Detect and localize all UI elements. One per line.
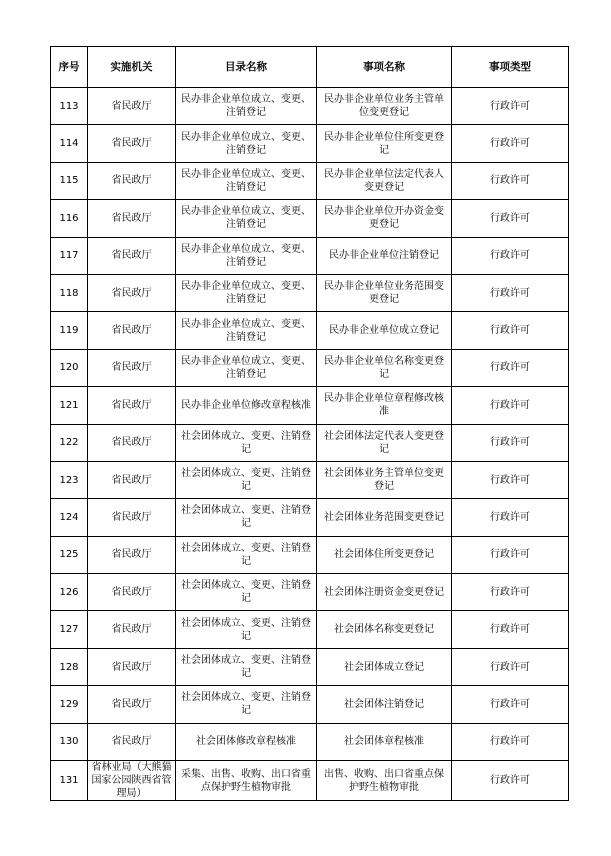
- cell-agency: 省民政厅: [88, 536, 176, 573]
- cell-catalog-name: 社会团体成立、变更、注销登记: [176, 611, 317, 648]
- table-row: [51, 499, 569, 536]
- cell-agency: 省林业局（大熊猫国家公园陕西省管理局）: [88, 761, 176, 801]
- cell-agency: 省民政厅: [88, 574, 176, 611]
- cell-seq: 114: [51, 125, 88, 162]
- cell-item-name: 社会团体法定代表人变更登记: [317, 424, 452, 461]
- cell-item-name: 民办非企业单位业务主管单位变更登记: [317, 88, 452, 125]
- cell-item-type: 行政许可: [452, 125, 569, 162]
- cell-agency: 省民政厅: [88, 611, 176, 648]
- cell-agency: 省民政厅: [88, 125, 176, 162]
- cell-item-type: 行政许可: [452, 237, 569, 274]
- cell-seq: 123: [51, 461, 88, 498]
- cell-catalog-name: 民办非企业单位成立、变更、注销登记: [176, 125, 317, 162]
- cell-seq: 126: [51, 574, 88, 611]
- items-table: [50, 46, 569, 801]
- cell-seq: 117: [51, 237, 88, 274]
- table-row: [51, 200, 569, 237]
- cell-catalog-name: 民办非企业单位成立、变更、注销登记: [176, 162, 317, 199]
- table-row: [51, 162, 569, 199]
- cell-catalog-name: 采集、出售、收购、出口省重点保护野生植物审批: [176, 761, 317, 801]
- cell-seq: 120: [51, 349, 88, 386]
- cell-seq: 125: [51, 536, 88, 573]
- table-row: [51, 88, 569, 125]
- cell-item-name: 社会团体业务主管单位变更登记: [317, 461, 452, 498]
- cell-item-name: 社会团体章程核准: [317, 723, 452, 760]
- table-header-row: [51, 47, 569, 88]
- cell-agency: 省民政厅: [88, 88, 176, 125]
- header-seq: 序号: [51, 47, 88, 88]
- cell-item-type: 行政许可: [452, 761, 569, 801]
- cell-agency: 省民政厅: [88, 424, 176, 461]
- cell-seq: 116: [51, 200, 88, 237]
- cell-item-type: 行政许可: [452, 274, 569, 311]
- cell-item-type: 行政许可: [452, 686, 569, 723]
- cell-item-type: 行政许可: [452, 499, 569, 536]
- cell-item-name: 社会团体成立登记: [317, 648, 452, 685]
- cell-item-type: 行政许可: [452, 200, 569, 237]
- cell-agency: 省民政厅: [88, 648, 176, 685]
- cell-item-name: 民办非企业单位注销登记: [317, 237, 452, 274]
- cell-agency: 省民政厅: [88, 162, 176, 199]
- table-row: [51, 761, 569, 801]
- cell-item-name: 社会团体住所变更登记: [317, 536, 452, 573]
- table-row: [51, 312, 569, 349]
- cell-catalog-name: 民办非企业单位成立、变更、注销登记: [176, 312, 317, 349]
- cell-item-type: 行政许可: [452, 88, 569, 125]
- cell-agency: 省民政厅: [88, 237, 176, 274]
- cell-item-type: 行政许可: [452, 536, 569, 573]
- table-body: [51, 88, 569, 801]
- cell-agency: 省民政厅: [88, 349, 176, 386]
- cell-catalog-name: 民办非企业单位成立、变更、注销登记: [176, 88, 317, 125]
- cell-item-type: 行政许可: [452, 723, 569, 760]
- table-row: [51, 723, 569, 760]
- cell-catalog-name: 社会团体成立、变更、注销登记: [176, 461, 317, 498]
- cell-item-name: 民办非企业单位法定代表人变更登记: [317, 162, 452, 199]
- table-row: [51, 274, 569, 311]
- table-row: [51, 125, 569, 162]
- cell-catalog-name: 民办非企业单位成立、变更、注销登记: [176, 237, 317, 274]
- cell-item-type: 行政许可: [452, 611, 569, 648]
- cell-seq: 129: [51, 686, 88, 723]
- cell-item-type: 行政许可: [452, 424, 569, 461]
- cell-seq: 122: [51, 424, 88, 461]
- cell-item-name: 社会团体名称变更登记: [317, 611, 452, 648]
- cell-seq: 127: [51, 611, 88, 648]
- cell-item-name: 民办非企业单位业务范围变更登记: [317, 274, 452, 311]
- cell-item-type: 行政许可: [452, 312, 569, 349]
- cell-seq: 124: [51, 499, 88, 536]
- cell-item-name: 社会团体业务范围变更登记: [317, 499, 452, 536]
- cell-catalog-name: 社会团体修改章程核准: [176, 723, 317, 760]
- cell-catalog-name: 社会团体成立、变更、注销登记: [176, 424, 317, 461]
- header-catalog-name: 目录名称: [176, 47, 317, 88]
- cell-item-type: 行政许可: [452, 461, 569, 498]
- cell-catalog-name: 社会团体成立、变更、注销登记: [176, 574, 317, 611]
- cell-catalog-name: 民办非企业单位成立、变更、注销登记: [176, 349, 317, 386]
- cell-item-name: 社会团体注销登记: [317, 686, 452, 723]
- cell-catalog-name: 社会团体成立、变更、注销登记: [176, 648, 317, 685]
- cell-catalog-name: 民办非企业单位成立、变更、注销登记: [176, 200, 317, 237]
- cell-item-name: 民办非企业单位开办资金变更登记: [317, 200, 452, 237]
- cell-item-name: 民办非企业单位住所变更登记: [317, 125, 452, 162]
- header-item-type: 事项类型: [452, 47, 569, 88]
- cell-catalog-name: 社会团体成立、变更、注销登记: [176, 536, 317, 573]
- table-row: [51, 536, 569, 573]
- table-row: [51, 461, 569, 498]
- cell-catalog-name: 民办非企业单位修改章程核准: [176, 387, 317, 424]
- cell-item-type: 行政许可: [452, 387, 569, 424]
- table-row: [51, 611, 569, 648]
- table-row: [51, 387, 569, 424]
- table-row: [51, 424, 569, 461]
- cell-catalog-name: 社会团体成立、变更、注销登记: [176, 686, 317, 723]
- table-row: [51, 349, 569, 386]
- cell-seq: 118: [51, 274, 88, 311]
- cell-seq: 128: [51, 648, 88, 685]
- cell-catalog-name: 民办非企业单位成立、变更、注销登记: [176, 274, 317, 311]
- cell-item-type: 行政许可: [452, 349, 569, 386]
- cell-item-name: 民办非企业单位名称变更登记: [317, 349, 452, 386]
- cell-seq: 131: [51, 761, 88, 801]
- cell-item-type: 行政许可: [452, 648, 569, 685]
- cell-seq: 130: [51, 723, 88, 760]
- cell-item-name: 出售、收购、出口省重点保护野生植物审批: [317, 761, 452, 801]
- header-agency: 实施机关: [88, 47, 176, 88]
- cell-seq: 121: [51, 387, 88, 424]
- cell-catalog-name: 社会团体成立、变更、注销登记: [176, 499, 317, 536]
- table-row: [51, 686, 569, 723]
- table-row: [51, 574, 569, 611]
- cell-agency: 省民政厅: [88, 499, 176, 536]
- table-row: [51, 648, 569, 685]
- cell-agency: 省民政厅: [88, 312, 176, 349]
- cell-item-name: 民办非企业单位成立登记: [317, 312, 452, 349]
- cell-item-type: 行政许可: [452, 574, 569, 611]
- cell-item-type: 行政许可: [452, 162, 569, 199]
- cell-seq: 113: [51, 88, 88, 125]
- cell-agency: 省民政厅: [88, 686, 176, 723]
- cell-seq: 115: [51, 162, 88, 199]
- cell-item-name: 民办非企业单位章程修改核准: [317, 387, 452, 424]
- header-item-name: 事项名称: [317, 47, 452, 88]
- cell-agency: 省民政厅: [88, 274, 176, 311]
- cell-agency: 省民政厅: [88, 723, 176, 760]
- table-row: [51, 237, 569, 274]
- cell-agency: 省民政厅: [88, 461, 176, 498]
- cell-agency: 省民政厅: [88, 200, 176, 237]
- cell-seq: 119: [51, 312, 88, 349]
- cell-item-name: 社会团体注册资金变更登记: [317, 574, 452, 611]
- cell-agency: 省民政厅: [88, 387, 176, 424]
